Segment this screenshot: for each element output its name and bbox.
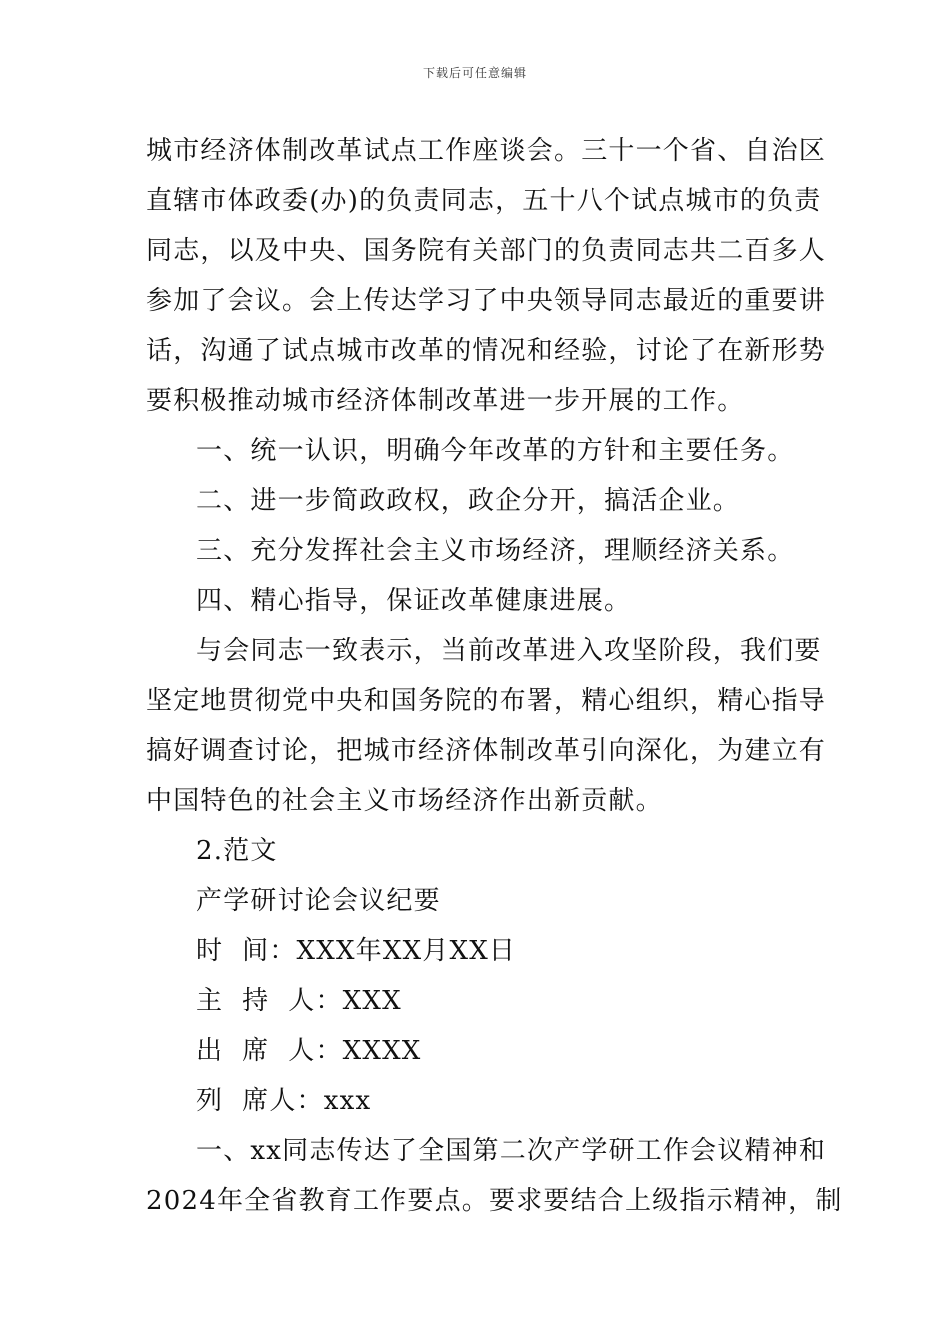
body-line: 话，沟通了试点城市改革的情况和经验，讨论了在新形势 xyxy=(146,336,827,366)
body-line: 2024年全省教育工作要点。要求要结合上级指示精神，制 xyxy=(146,1186,843,1216)
body-line: 搞好调查讨论，把城市经济体制改革引向深化，为建立有 xyxy=(146,736,827,766)
list-item: 三、充分发挥社会主义市场经济，理顺经济关系。 xyxy=(196,536,795,566)
list-item: 四、精心指导，保证改革健康进展。 xyxy=(196,586,632,616)
section-heading: 2.范文 xyxy=(196,836,278,866)
body-line: 坚定地贯彻党中央和国务院的布署，精心组织，精心指导 xyxy=(146,686,827,716)
body-line: 参加了会议。会上传达学习了中央领导同志最近的重要讲 xyxy=(146,286,827,316)
meeting-host: 主 持 人：XXX xyxy=(196,986,402,1016)
body-line: 一、xx同志传达了全国第二次产学研工作会议精神和 xyxy=(196,1136,827,1166)
meeting-time: 时 间：XXX年XX月XX日 xyxy=(196,936,517,966)
body-line: 同志，以及中央、国务院有关部门的负责同志共二百多人 xyxy=(146,236,827,266)
list-item: 一、统一认识，明确今年改革的方针和主要任务。 xyxy=(196,436,795,466)
document-body xyxy=(146,126,843,1226)
body-line: 中国特色的社会主义市场经济作出新贡献。 xyxy=(146,786,663,816)
body-line: 要积极推动城市经济体制改革进一步开展的工作。 xyxy=(146,386,745,416)
meeting-attendees: 出 席 人：XXXX xyxy=(196,1036,422,1066)
meeting-observers: 列 席人：xxx xyxy=(196,1086,372,1116)
body-line: 直辖市体政委(办)的负责同志，五十八个试点城市的负责 xyxy=(146,186,822,216)
document-title: 产学研讨论会议纪要 xyxy=(196,886,441,916)
body-line: 城市经济体制改革试点工作座谈会。三十一个省、自治区 xyxy=(146,136,827,166)
page-header-note: 下载后可任意编辑 xyxy=(422,66,527,80)
list-item: 二、进一步简政政权，政企分开，搞活企业。 xyxy=(196,486,741,516)
body-line: 与会同志一致表示，当前改革进入攻坚阶段，我们要 xyxy=(196,636,822,666)
